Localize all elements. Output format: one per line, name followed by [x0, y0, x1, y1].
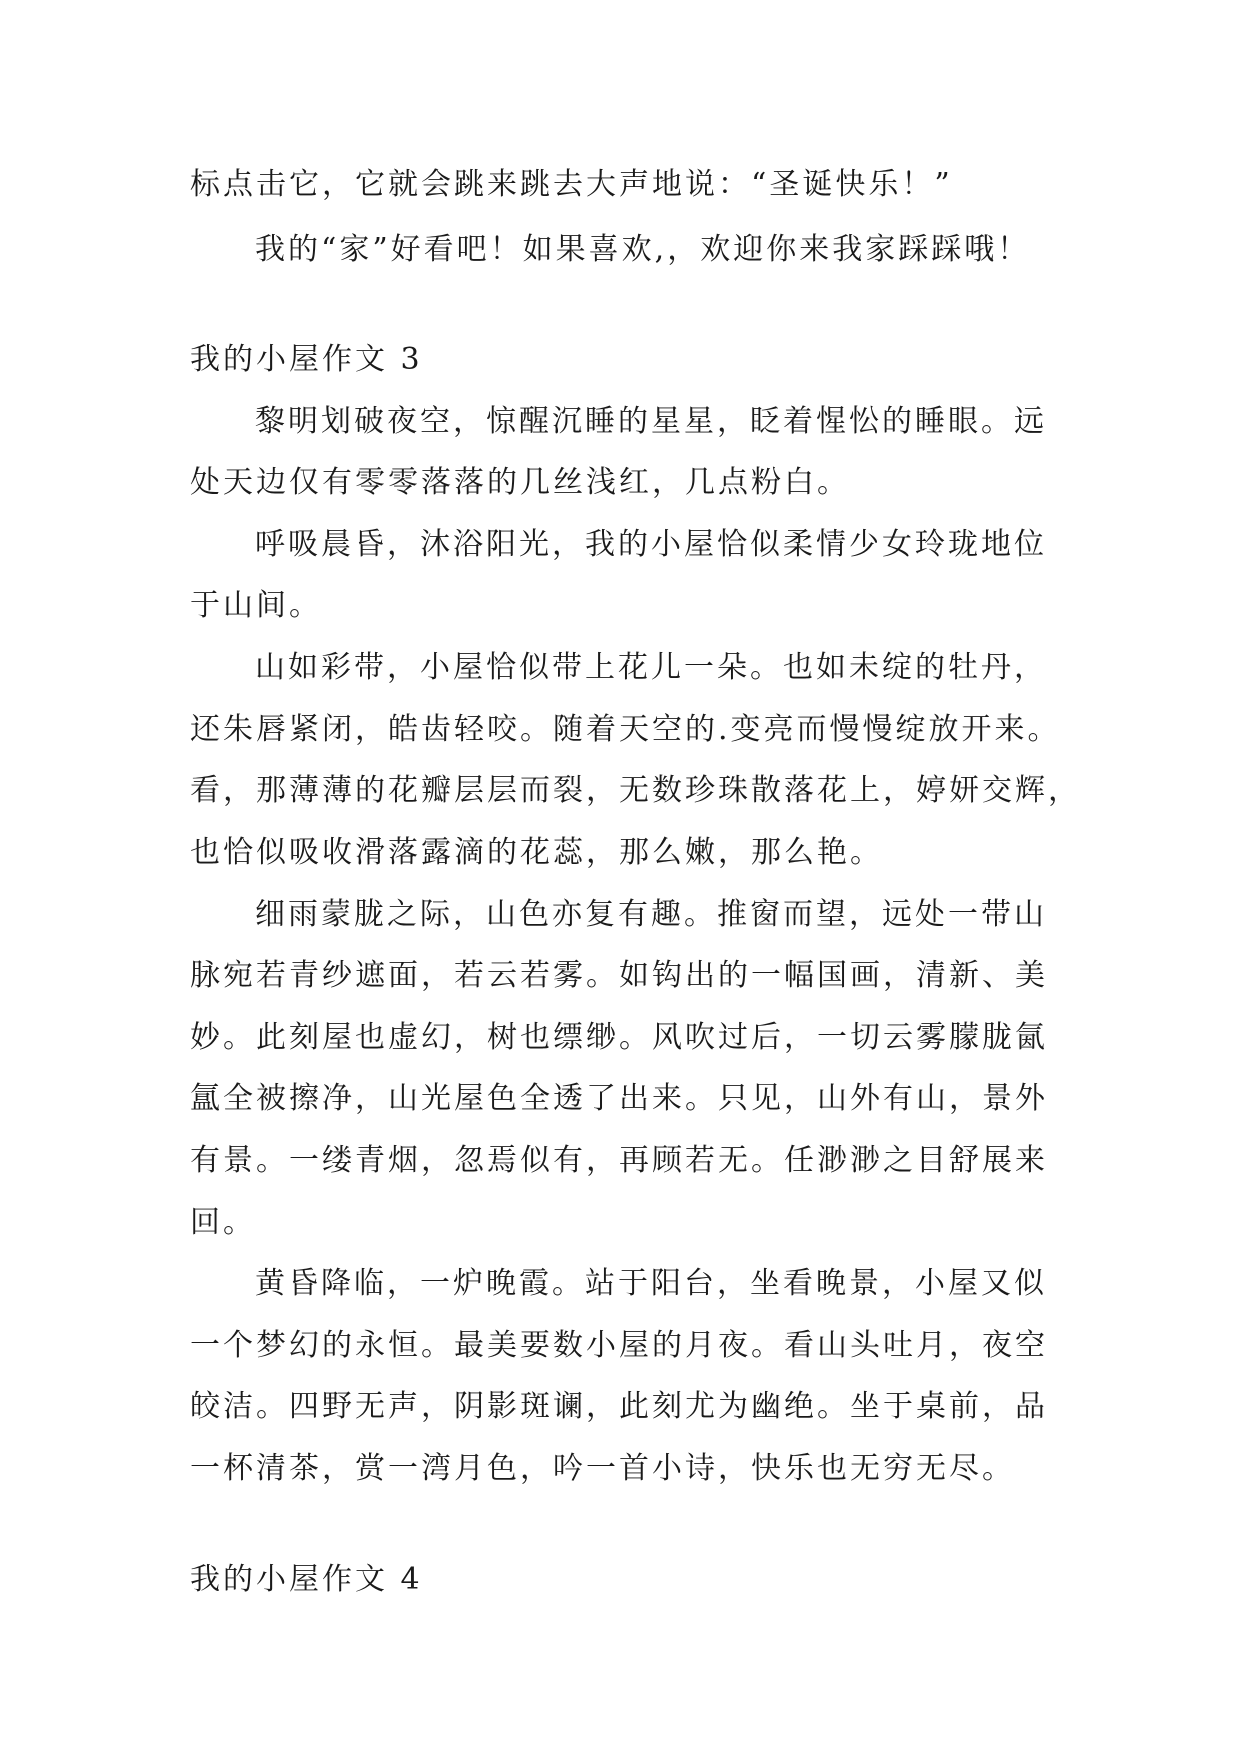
paragraph-line: 回。 — [190, 1205, 256, 1240]
paragraph-line: 处天边仅有零零落落的几丝浅红，几点粉白。 — [190, 465, 850, 500]
paragraph-line: 脉宛若青纱遮面，若云若雾。如钩出的一幅国画，清新、美 — [190, 958, 1048, 993]
paragraph-line: 一个梦幻的永恒。最美要数小屋的月夜。看山头吐月，夜空 — [190, 1328, 1048, 1363]
paragraph-line: 细雨蒙胧之际，山色亦复有趣。推窗而望，远处一带山 — [255, 897, 1047, 932]
paragraph-line: 也恰似吸收滑落露滴的花蕊，那么嫩，那么艳。 — [190, 835, 883, 870]
section-heading: 我的小屋作文 4 — [190, 1562, 423, 1597]
paragraph-line: 一杯清茶，赏一湾月色，吟一首小诗，快乐也无穷无尽。 — [190, 1451, 1015, 1486]
section-heading: 我的小屋作文 3 — [190, 342, 423, 377]
paragraph-line: 黄昏降临，一炉晚霞。站于阳台，坐看晚景，小屋又似 — [255, 1266, 1047, 1301]
paragraph-line: 标点击它，它就会跳来跳去大声地说：“圣诞快乐！” — [190, 167, 953, 202]
paragraph-line: 皎洁。四野无声，阴影斑谰，此刻尤为幽绝。坐于桌前，品 — [190, 1389, 1048, 1424]
paragraph-line: 我的“家”好看吧！如果喜欢,，欢迎你来我家踩踩哦！ — [255, 232, 1031, 267]
paragraph-line: 有景。一缕青烟，忽焉似有，再顾若无。任渺渺之目舒展来 — [190, 1143, 1048, 1178]
paragraph-line: 呼吸晨昏，沐浴阳光，我的小屋恰似柔情少女玲珑地位 — [255, 527, 1047, 562]
paragraph-line: 黎明划破夜空，惊醒沉睡的星星，眨着惺忪的睡眼。远 — [255, 404, 1047, 439]
paragraph-line: 还朱唇紧闭，皓齿轻咬。随着天空的.变亮而慢慢绽放开来。 — [190, 712, 1061, 747]
paragraph-line: 妙。此刻屋也虚幻，树也缥缈。风吹过后，一切云雾朦胧氤 — [190, 1020, 1048, 1055]
paragraph-line: 山如彩带，小屋恰似带上花儿一朵。也如未绽的牡丹， — [255, 650, 1047, 685]
paragraph-line: 看，那薄薄的花瓣层层而裂，无数珍珠散落花上，婷妍交辉， — [190, 773, 1081, 808]
paragraph-line: 氲全被擦净，山光屋色全透了出来。只见，山外有山，景外 — [190, 1081, 1048, 1116]
paragraph-line: 于山间。 — [190, 588, 322, 623]
